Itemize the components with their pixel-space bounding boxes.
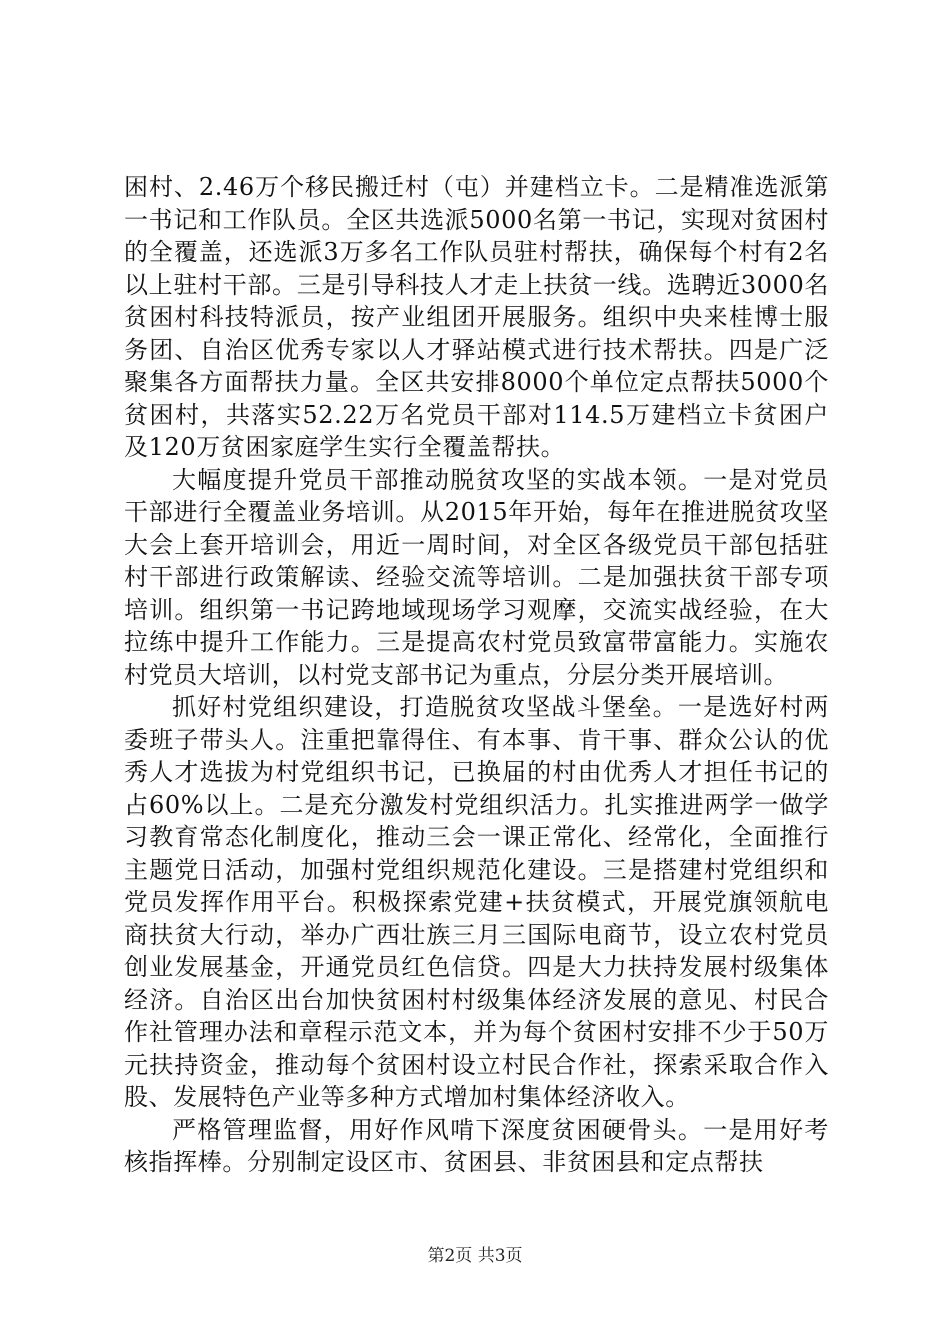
paragraph-supervision: 严格管理监督，用好作风啃下深度贫困硬骨头。一是用好考核指挥棒。分别制定设区市、贫困县、非贫困县和定点帮扶 — [124, 1115, 829, 1176]
paragraph-party-organization: 抓好村党组织建设，打造脱贫攻坚战斗堡垒。一是选好村两委班子带头人。注重把靠得住、有本事、肯干事、群众公认的优秀人才选拔为村党组织书记，已换届的村由优秀人才担任书记的占60%以上。二是充分激发村党组织活力。扎实推进两学一做学习教育常态化制度化，推动三会一课正常化、经常化，全面推行主题党日活动，加强村党组织规范化建设。三是搭建村党组织和党员发挥作用平台。积极探索党建+扶贫模式，开展党旗领航电商扶贫大行动，举办广西壮族三月三国际电商节，设立农村党员创业发展基金，开通党员红色信贷。四是大力扶持发展村级集体经济。自治区出台加快贫困村村级集体经济发展的意见、村民合作社管理办法和章程示范文本，并为每个贫困村安排不少于50万元扶持资金，推动每个贫困村设立村民合作社，探索采取合作入股、发展特色产业等多种方式增加村集体经济收入。 — [124, 693, 829, 1111]
page-footer — [0, 1244, 950, 1268]
page-number-label: 第2页 共3页 — [427, 1246, 523, 1266]
paragraph-training: 大幅度提升党员干部推动脱贫攻坚的实战本领。一是对党员干部进行全覆盖业务培训。从2015年开始，每年在推进脱贫攻坚大会上套开培训会，用近一周时间，对全区各级党员干部包括驻村干部进行政策解读、经验交流等培训。二是加强扶贫干部专项培训。组织第一书记跨地域现场学习观摩，交流实战经验，在大拉练中提升工作能力。三是提高农村党员致富带富能力。实施农村党员大培训，以村党支部书记为重点，分层分类开展培训。 — [124, 465, 829, 689]
document-body — [124, 171, 829, 1179]
paragraph-continuation: 困村、2.46万个移民搬迁村（屯）并建档立卡。二是精准选派第一书记和工作队员。全区共选派5000名第一书记，实现对贫困村的全覆盖，还选派3万多名工作队员驻村帮扶，确保每个村有2名以上驻村干部。三是引导科技人才走上扶贫一线。选聘近3000名贫困村科技特派员，按产业组团开展服务。组织中央来桂博士服务团、自治区优秀专家以人才驿站模式进行技术帮扶。四是广泛聚集各方面帮扶力量。全区共安排8000个单位定点帮扶5000个贫困村，共落实52.22万名党员干部对114.5万建档立卡贫困户及120万贫困家庭学生实行全覆盖帮扶。 — [124, 173, 829, 461]
